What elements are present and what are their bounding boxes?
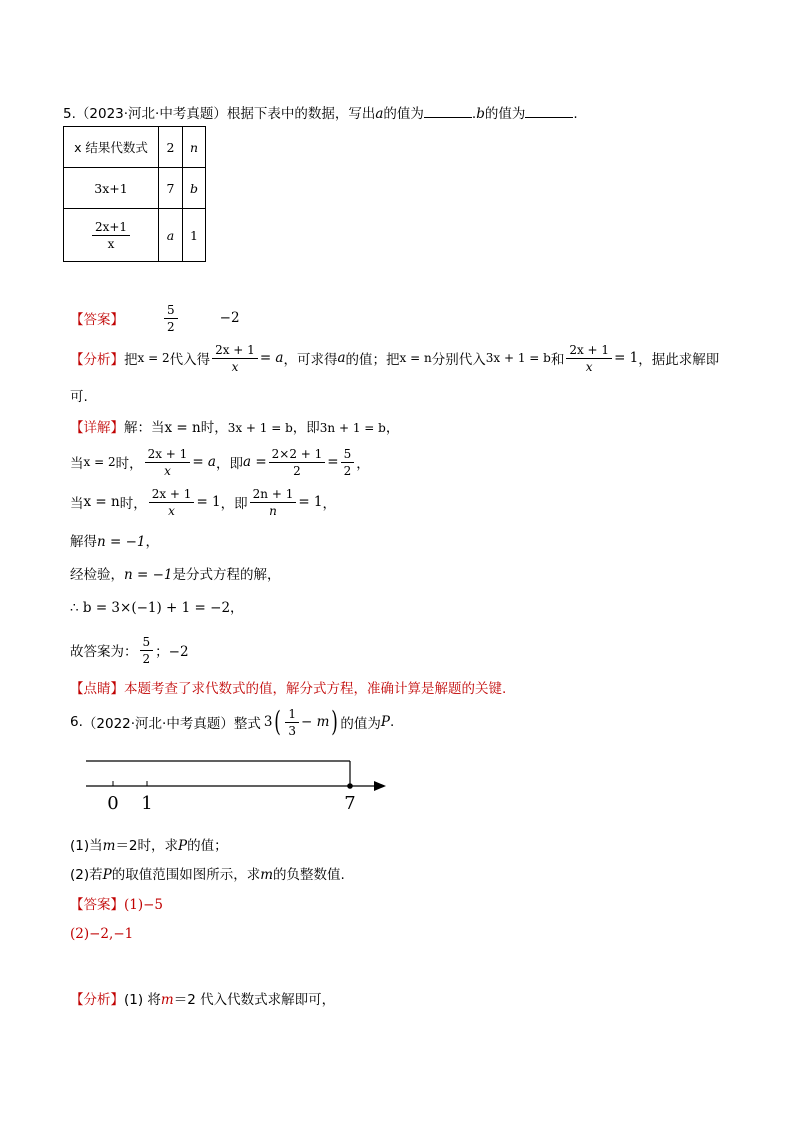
tick-label-7: 7	[344, 793, 356, 814]
closed-endpoint	[347, 783, 353, 789]
q6-answer: 【答案】(1)−5	[70, 897, 164, 913]
table-cell: b	[183, 168, 206, 209]
table-cell	[64, 209, 159, 262]
fraction: $\frac{2x + 1}{x}$	[566, 344, 612, 373]
fraction: $\frac{2\times 2 + 1}{2}$	[269, 448, 326, 477]
q5-detail-line4: 解得n = −1，	[70, 534, 159, 550]
analysis-label: 【分析】	[70, 352, 124, 368]
table-cell: a	[159, 209, 183, 262]
q6-answer-2: (2)−2,−1	[70, 926, 134, 942]
fraction: $\frac{2x + 1}{x}$	[145, 448, 191, 477]
fraction: $\frac{1}{3}$	[285, 708, 299, 737]
tick-label-0: 0	[107, 793, 119, 814]
q5-detail-line5: 经检验，n = −1是分式方程的解，	[70, 567, 281, 583]
detail-label: 【详解】	[70, 420, 124, 436]
fraction: $\frac{2x+1}{x}$	[92, 221, 130, 250]
number-line	[80, 756, 400, 816]
q6-sub1: (1)当m＝2时，求P的值；	[70, 838, 228, 854]
q5-comment: 【点睛】本题考查了求代数式的值，解分式方程，准确计算是解题的关键.	[70, 681, 507, 697]
q6-stem: 6. （2022·河北·中考真题） 整式 3 ( $\frac{1}{3}$ − m ) 的值为 P .	[70, 705, 395, 738]
answer-blank-a	[424, 105, 472, 118]
q5-analysis-cont: 可.	[70, 389, 88, 405]
fraction: $\frac{5}{2}$	[140, 636, 154, 665]
q5-source: （2023·河北·中考真题）	[75, 106, 227, 122]
q6-source: （2022·河北·中考真题）	[82, 716, 234, 732]
fraction: $\frac{2x + 1}{x}$	[149, 488, 195, 517]
comment-label: 【点睛】	[70, 681, 124, 697]
table-header-cell: x 结果代数式	[64, 127, 159, 168]
answer-label: 【答案】	[70, 897, 124, 913]
q6-analysis: 【分析】(1) 将m＝2 代入代数式求解即可，	[70, 992, 336, 1008]
q5-detail-line7: 故答案为： $\frac{5}{2}$ ；−2	[70, 634, 189, 666]
answer-blank-b	[525, 105, 573, 118]
table-cell: 7	[159, 168, 183, 209]
table-cell: 3x+1	[64, 168, 159, 209]
table-cell: 1	[183, 209, 206, 262]
q5-detail-line6: ∴ b = 3×(−1) + 1 = −2，	[70, 600, 244, 616]
fraction: $\frac{2x + 1}{x}$	[212, 344, 258, 373]
left-paren: (	[274, 705, 282, 738]
q5-detail-line3: 当 x = n 时， $\frac{2x + 1}{x}$ = 1 ，即 $\frac{2n + 1}{n}$ = 1 ，	[70, 486, 337, 518]
analysis-label: 【分析】	[70, 992, 124, 1008]
right-paren: )	[331, 705, 339, 738]
q5-answer: 【答案】 $\frac{5}{2}$ −2	[70, 302, 240, 334]
q5-analysis: 【分析】 把 x = 2 代入得 $\frac{2x + 1}{x}$ = a ，可求得 a 的值；把 x = n 分别代入 3x + 1 = b 和 $\frac{2x + 1}{x}$ = 1 ，据此求解即	[70, 342, 720, 374]
q5-detail-line2: 当 x = 2 时， $\frac{2x + 1}{x}$ = a ，即 a = $\frac{2\times 2 + 1}{2}$ = $\frac{5}{2}$ ，	[70, 446, 370, 478]
answer-label: 【答案】	[70, 312, 124, 328]
table-header-cell: 2	[159, 127, 183, 168]
q5-stem: 5.（2023·河北·中考真题）根据下表中的数据，写出a的值为 .b的值为 .	[63, 106, 578, 122]
tick-label-1: 1	[141, 793, 153, 814]
q6-number: 6.	[70, 714, 83, 730]
q5-detail-line1: 【详解】解：当x = n时，3x + 1 = b，即3n + 1 = b，	[70, 420, 400, 436]
q6-sub2: (2)若P的取值范围如图所示，求m的负整数值.	[70, 867, 345, 883]
fraction: $\frac{5}{2}$	[164, 304, 178, 333]
q5-number: 5.	[63, 106, 76, 122]
table-header-cell: n	[183, 127, 206, 168]
fraction: $\frac{2n + 1}{n}$	[250, 488, 297, 517]
number-line-arrow-icon	[374, 781, 386, 791]
fraction: $\frac{5}{2}$	[341, 448, 355, 477]
q5-data-table	[63, 126, 206, 262]
